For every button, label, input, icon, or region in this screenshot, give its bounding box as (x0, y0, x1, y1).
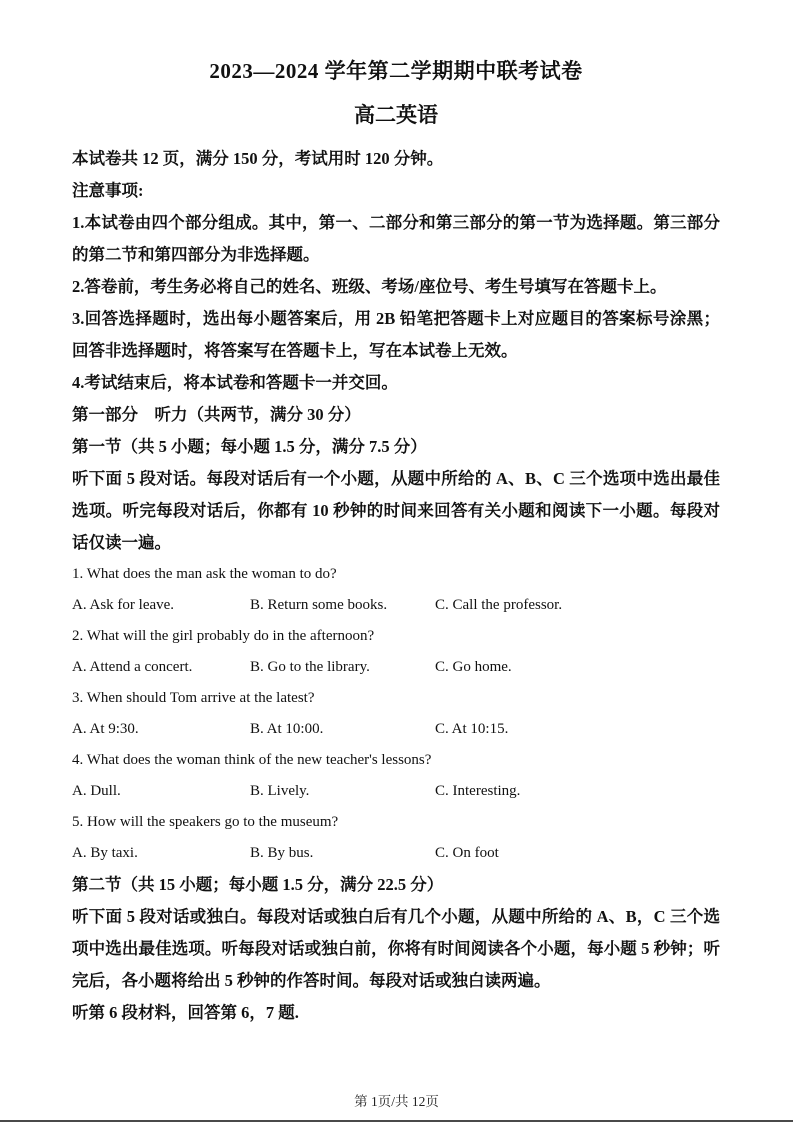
question-options (72, 838, 720, 869)
exam-subject-subtitle: 高二英语 (354, 103, 438, 127)
option-a: A. Dull. (72, 783, 121, 799)
option-a: A. Ask for leave. (72, 597, 175, 613)
question-options (72, 776, 720, 807)
option-b: B. Return some books. (250, 597, 388, 613)
notice-item-1: 1.本试卷由四个部分组成。其中，第一、二部分和第三部分的第一节为选择题。第三部分的第二节和第四部分为非选择题。 (72, 213, 720, 264)
section2-instructions: 听下面 5 段对话或独白。每段对话或独白后有几个小题，从题中所给的 A、B，C 三个选项中选出最佳选项。听每段对话或独白前，你将有时间阅读各个小题，每小题 5 秒钟；听完后，各小题将给出 5 秒钟的作答时间。每段对话或独白读两遍。 (72, 907, 720, 990)
question-block-2 (72, 621, 720, 683)
option-b: B. By bus. (250, 845, 314, 861)
option-a: A. By taxi. (72, 845, 138, 861)
notices-heading: 注意事项: (72, 181, 144, 200)
question-text: 2. What will the girl probably do in the afternoon? (72, 628, 375, 644)
exam-body (72, 143, 720, 1029)
part1-heading: 第一部分 听力（共两节，满分 30 分） (72, 405, 361, 424)
option-a: A. At 9:30. (72, 721, 139, 737)
option-b: B. At 10:00. (250, 721, 324, 737)
option-b: B. Go to the library. (250, 659, 370, 675)
section2-heading: 第二节（共 15 小题；每小题 1.5 分，满分 22.5 分） (72, 875, 444, 894)
question-text: 3. When should Tom arrive at the latest? (72, 690, 315, 706)
question-block-4 (72, 745, 720, 807)
question-block-1 (72, 559, 720, 621)
question-text: 1. What does the man ask the woman to do? (72, 566, 337, 582)
question-text: 4. What does the woman think of the new teacher's lessons? (72, 752, 432, 768)
question-options (72, 652, 720, 683)
question-options (72, 714, 720, 745)
page-title: 2023—2024 学年第二学期期中联考试卷 (209, 59, 583, 83)
option-b: B. Lively. (250, 783, 310, 799)
option-c: C. Go home. (435, 659, 512, 675)
question-text: 5. How will the speakers go to the museum? (72, 814, 339, 830)
option-c: C. Call the professor. (435, 597, 563, 613)
option-c: C. On foot (435, 845, 499, 861)
question-options (72, 590, 720, 621)
question-block-5 (72, 807, 720, 869)
section1-instructions: 听下面 5 段对话。每段对话后有一个小题，从题中所给的 A、B、C 三个选项中选出最佳选项。听完每段对话后，你都有 10 秒钟的时间来回答有关小题和阅读下一小题。每段对话仅读一遍。 (72, 469, 720, 552)
question-block-3 (72, 683, 720, 745)
notice-item-2: 2.答卷前，考生务必将自己的姓名、班级、考场/座位号、考生号填写在答题卡上。 (72, 277, 667, 296)
exam-summary: 本试卷共 12 页，满分 150 分，考试用时 120 分钟。 (72, 149, 444, 168)
page-number-footer: 第 1页/共 12页 (354, 1094, 439, 1109)
option-a: A. Attend a concert. (72, 659, 193, 675)
option-c: C. At 10:15. (435, 721, 509, 737)
notice-item-3: 3.回答选择题时，选出每小题答案后，用 2B 铅笔把答题卡上对应题目的答案标号涂黑；回答非选择题时，将答案写在答题卡上，写在本试卷上无效。 (72, 309, 720, 360)
section1-heading: 第一节（共 5 小题；每小题 1.5 分，满分 7.5 分） (72, 437, 427, 456)
option-c: C. Interesting. (435, 783, 521, 799)
section2-material-note: 听第 6 段材料，回答第 6，7 题. (72, 1003, 299, 1022)
notice-item-4: 4.考试结束后，将本试卷和答题卡一并交回。 (72, 373, 398, 392)
